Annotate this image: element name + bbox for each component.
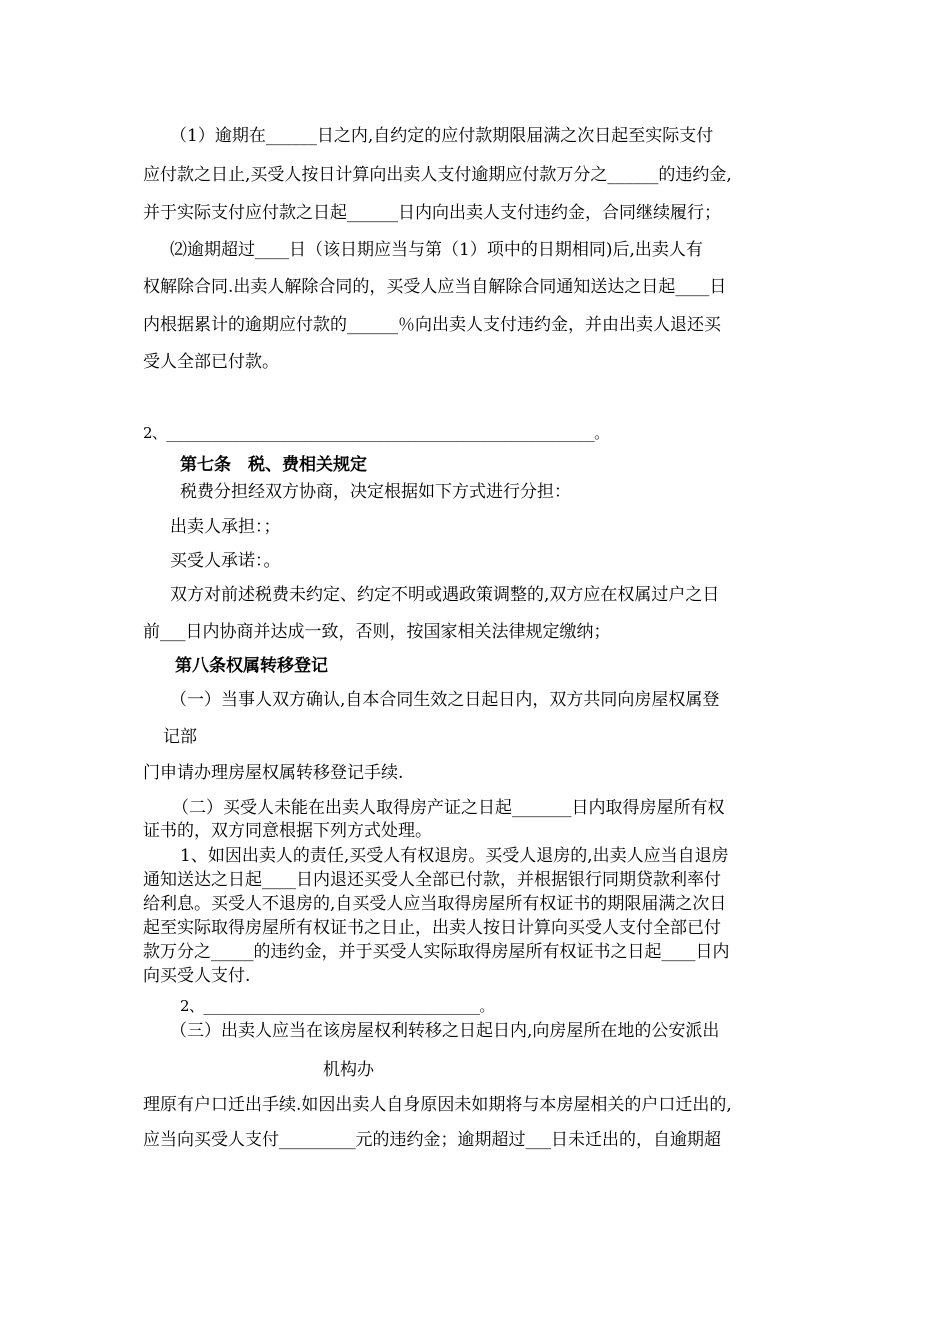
clause-line: 1、如因出卖人的责任,买受人有权退房。买受人退房的,出卖人应当自退房	[180, 846, 729, 866]
clause-line: 出卖人承担：；	[170, 517, 281, 537]
clause-line: 款万分之_____的违约金，并于买受人实际取得房屋所有权证书之日起____日内	[143, 942, 730, 962]
clause-line: ⑵逾期超过____日（该日期应当与第（1）项中的日期相同)后,出卖人有	[170, 240, 703, 260]
article-heading: 第八条权属转移登记	[175, 656, 328, 676]
clause-line: 权解除合同.出卖人解除合同的，买受人应当自解除合同通知送达之日起____日	[143, 277, 727, 297]
clause-line: 前___日内协商并达成一致，否则，按国家相关法律规定缴纳；	[143, 622, 611, 642]
clause-line: （三）出卖人应当在该房屋权利转移之日起日内,向房屋所在地的公安派出	[170, 1021, 720, 1041]
clause-line: （1）逾期在______日之内,自约定的应付款期限届满之次日起至实际支付	[170, 126, 714, 146]
clause-line: 证书的，双方同意根据下列方式处理。	[143, 821, 432, 841]
clause-line: 给利息。买受人不退房的,自买受人应当取得房屋所有权证书的期限届满之次日	[143, 894, 727, 914]
clause-line: 应当向买受人支付_________元的违约金；逾期超过___日未迁出的，自逾期超	[143, 1130, 721, 1150]
clause-line: 税费分担经双方协商，决定根据如下方式进行分担：	[180, 482, 571, 502]
clause-line: 通知送达之日起____日内退还买受人全部已付款，并根据银行同期贷款利率付	[143, 870, 721, 890]
clause-line: （一）当事人双方确认,自本合同生效之日起日内，双方共同向房屋权属登	[170, 690, 720, 710]
clause-line: 机构办	[323, 1060, 374, 1080]
clause-line: 理原有户口迁出手续.如因出卖人自身原因未如期将与本房屋相关的户口迁出的,	[143, 1095, 732, 1115]
clause-line: 内根据累计的逾期应付款的______％向出卖人支付违约金，并由出卖人退还买	[143, 315, 721, 335]
clause-line: 买受人承诺：。	[170, 551, 281, 571]
clause-line: 应付款之日止,买受人按日计算向出卖人支付逾期应付款万分之______的违约金,	[143, 165, 732, 185]
clause-line: 并于实际支付应付款之日起______日内向出卖人支付违约金，合同继续履行；	[143, 203, 721, 223]
article-heading: 第七条 税、费相关规定	[180, 455, 367, 475]
clause-line: 2、________________________________________。	[180, 997, 494, 1015]
clause-line: 门申请办理房屋权属转移登记手续.	[143, 763, 404, 783]
clause-line: 受人全部已付款。	[143, 352, 279, 372]
clause-line: 起至实际取得房屋所有权证书之日止，出卖人按日计算向买受人支付全部已付	[143, 918, 721, 938]
clause-line: （二）买受人未能在出卖人取得房产证之日起_______日内取得房屋所有权	[172, 798, 725, 818]
clause-line: 记部	[163, 727, 197, 747]
clause-line: 双方对前述税费未约定、约定不明或遇政策调整的,双方应在权属过户之日	[170, 585, 720, 605]
clause-line: 向买受人支付.	[143, 966, 251, 986]
clause-line: 2、______________________________________________________________。	[143, 424, 609, 442]
